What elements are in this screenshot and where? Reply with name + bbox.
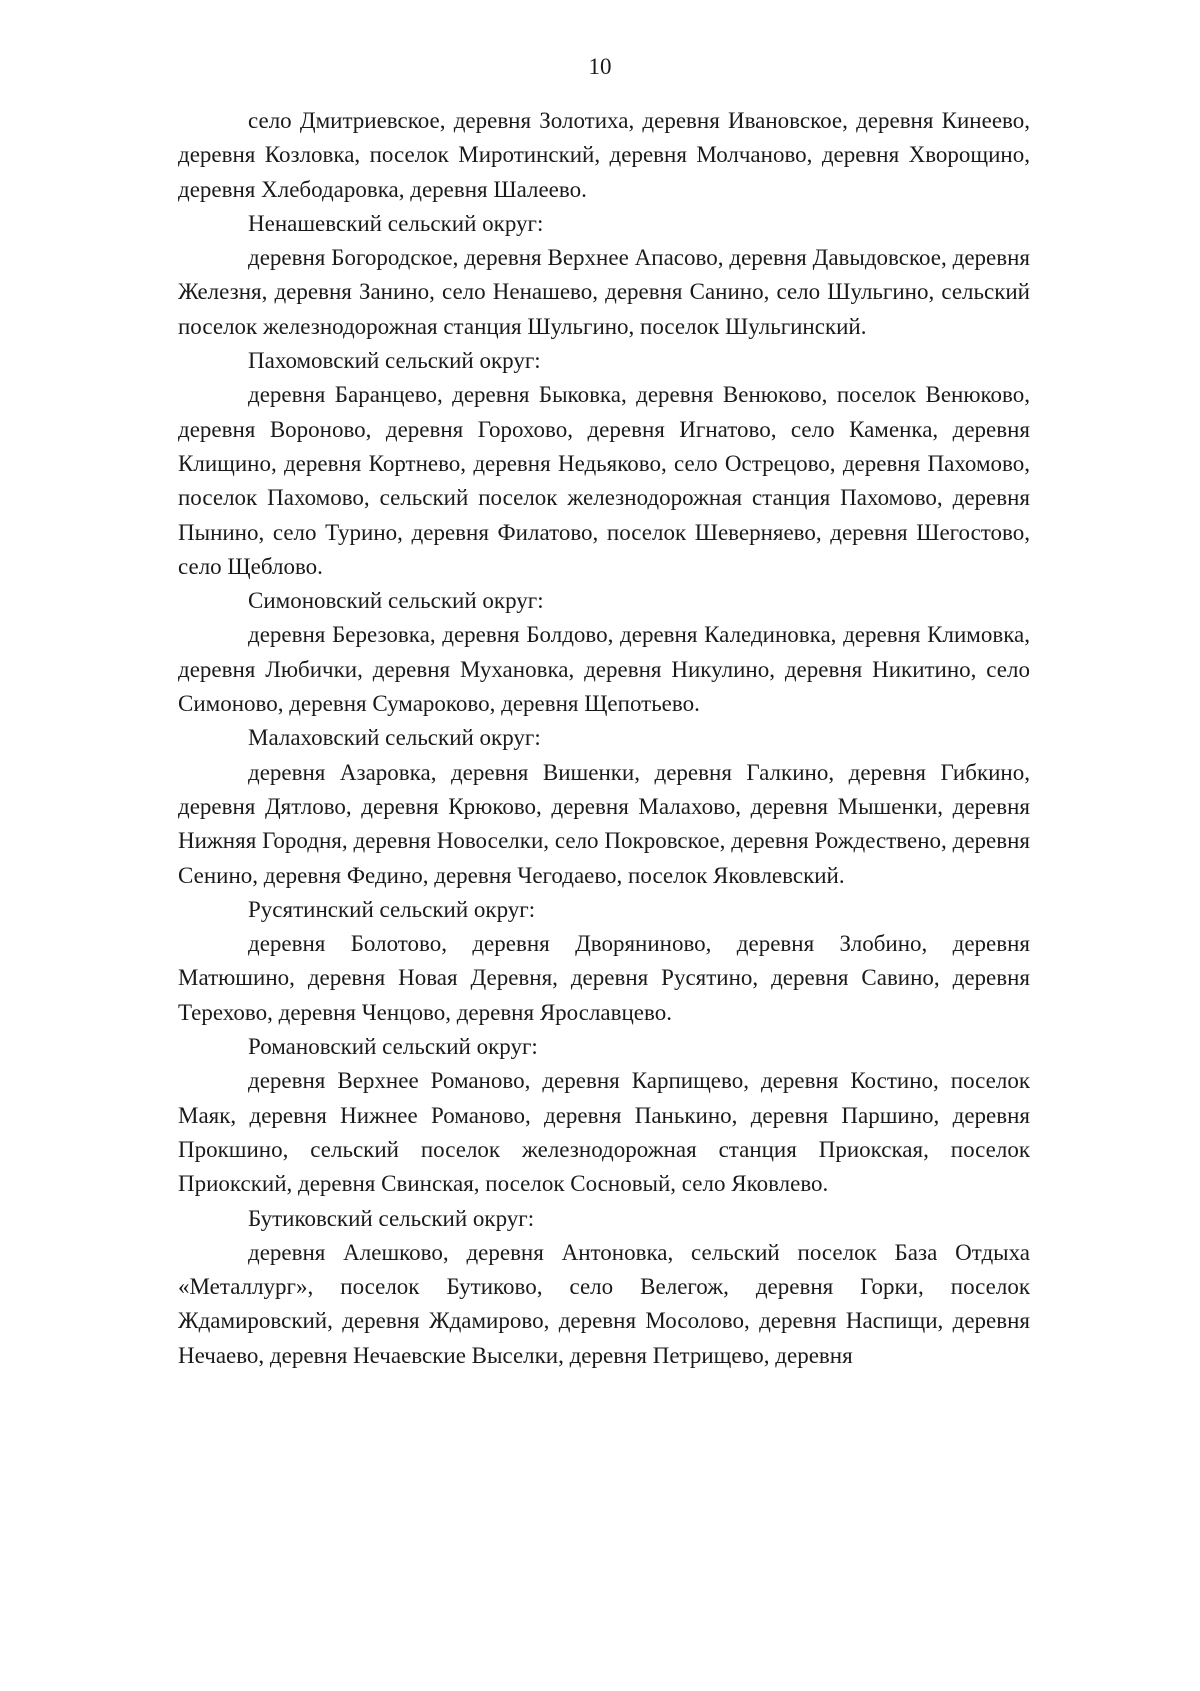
district-heading-rusyatinsky: Русятинский сельский округ: (248, 896, 536, 922)
district-heading-pakhomovsky: Пахомовский сельский округ: (248, 348, 541, 374)
district-heading-romanovsky: Романовский сельский округ: (248, 1034, 538, 1060)
district-heading-nenashevsky: Ненашевский сельский округ: (248, 210, 544, 236)
paragraph-butikovsky: деревня Алешково, деревня Антоновка, сельский поселок База Отдыха «Металлург», поселок Бутиково, село Велегож, деревня Горки, поселок Ждамировский, деревня Ждамирово, деревня Мосолово, деревня Наспищи, деревня Нечаево, деревня Нечаевские Выселки, деревня Петрищево, деревня (178, 1239, 1030, 1368)
paragraph-rusyatinsky: деревня Болотово, деревня Дворяниново, деревня Злобино, деревня Матюшино, деревня Новая Деревня, деревня Русятино, деревня Савино, деревня Терехово, деревня Ченцово, деревня Ярославцево. (178, 931, 1030, 1025)
paragraph-malakhovsky: деревня Азаровка, деревня Вишенки, деревня Галкино, деревня Гибкино, деревня Дятлово, деревня Крюково, деревня Малахово, деревня Мышенки, деревня Нижняя Городня, деревня Новоселки, село Покровское, деревня Рождествено, деревня Сенино, деревня Федино, деревня Чегодаево, поселок Яковлевский. (178, 759, 1030, 888)
paragraph-simonovsky: деревня Березовка, деревня Болдово, деревня Калединовка, деревня Климовка, деревня Любички, деревня Мухановка, деревня Никулино, деревня Никитино, село Симоново, деревня Сумароково, деревня Щепотьево. (178, 622, 1030, 717)
district-heading-malakhovsky: Малаховский сельский округ: (248, 725, 541, 751)
document-body (178, 104, 1030, 1373)
paragraph-nenashevsky: деревня Богородское, деревня Верхнее Апасово, деревня Давыдовское, деревня Железня, деревня Занино, село Ненашево, деревня Санино, село Шульгино, сельский поселок железнодорожная станция Шульгино, поселок Шульгинский. (178, 245, 1030, 339)
district-heading-butikovsky: Бутиковский сельский округ: (248, 1205, 535, 1231)
district-heading-simonovsky: Симоновский сельский округ: (248, 588, 544, 614)
paragraph-intro: село Дмитриевское, деревня Золотиха, деревня Ивановское, деревня Кинеево, деревня Козловка, поселок Миротинский, деревня Молчаново, деревня Хворощино, деревня Хлебодаровка, деревня Шалеево. (178, 108, 1030, 202)
paragraph-romanovsky: деревня Верхнее Романово, деревня Карпищево, деревня Костино, поселок Маяк, деревня Нижнее Романово, деревня Панькино, деревня Паршино, деревня Прокшино, сельский поселок железнодорожная станция Приокская, поселок Приокский, деревня Свинская, поселок Сосновый, село Яковлево. (178, 1068, 1030, 1197)
paragraph-pakhomovsky: деревня Баранцево, деревня Быковка, деревня Венюково, поселок Венюково, деревня Вороново, деревня Горохово, деревня Игнатово, село Каменка, деревня Клищино, деревня Кортнево, деревня Недьяково, село Острецово, деревня Пахомово, поселок Пахомово, сельский поселок железнодорожная станция Пахомово, деревня Пынино, село Турино, деревня Филатово, поселок Шеверняево, деревня Шегостово, село Щеблово. (178, 382, 1030, 579)
page-number: 10 (588, 54, 612, 79)
